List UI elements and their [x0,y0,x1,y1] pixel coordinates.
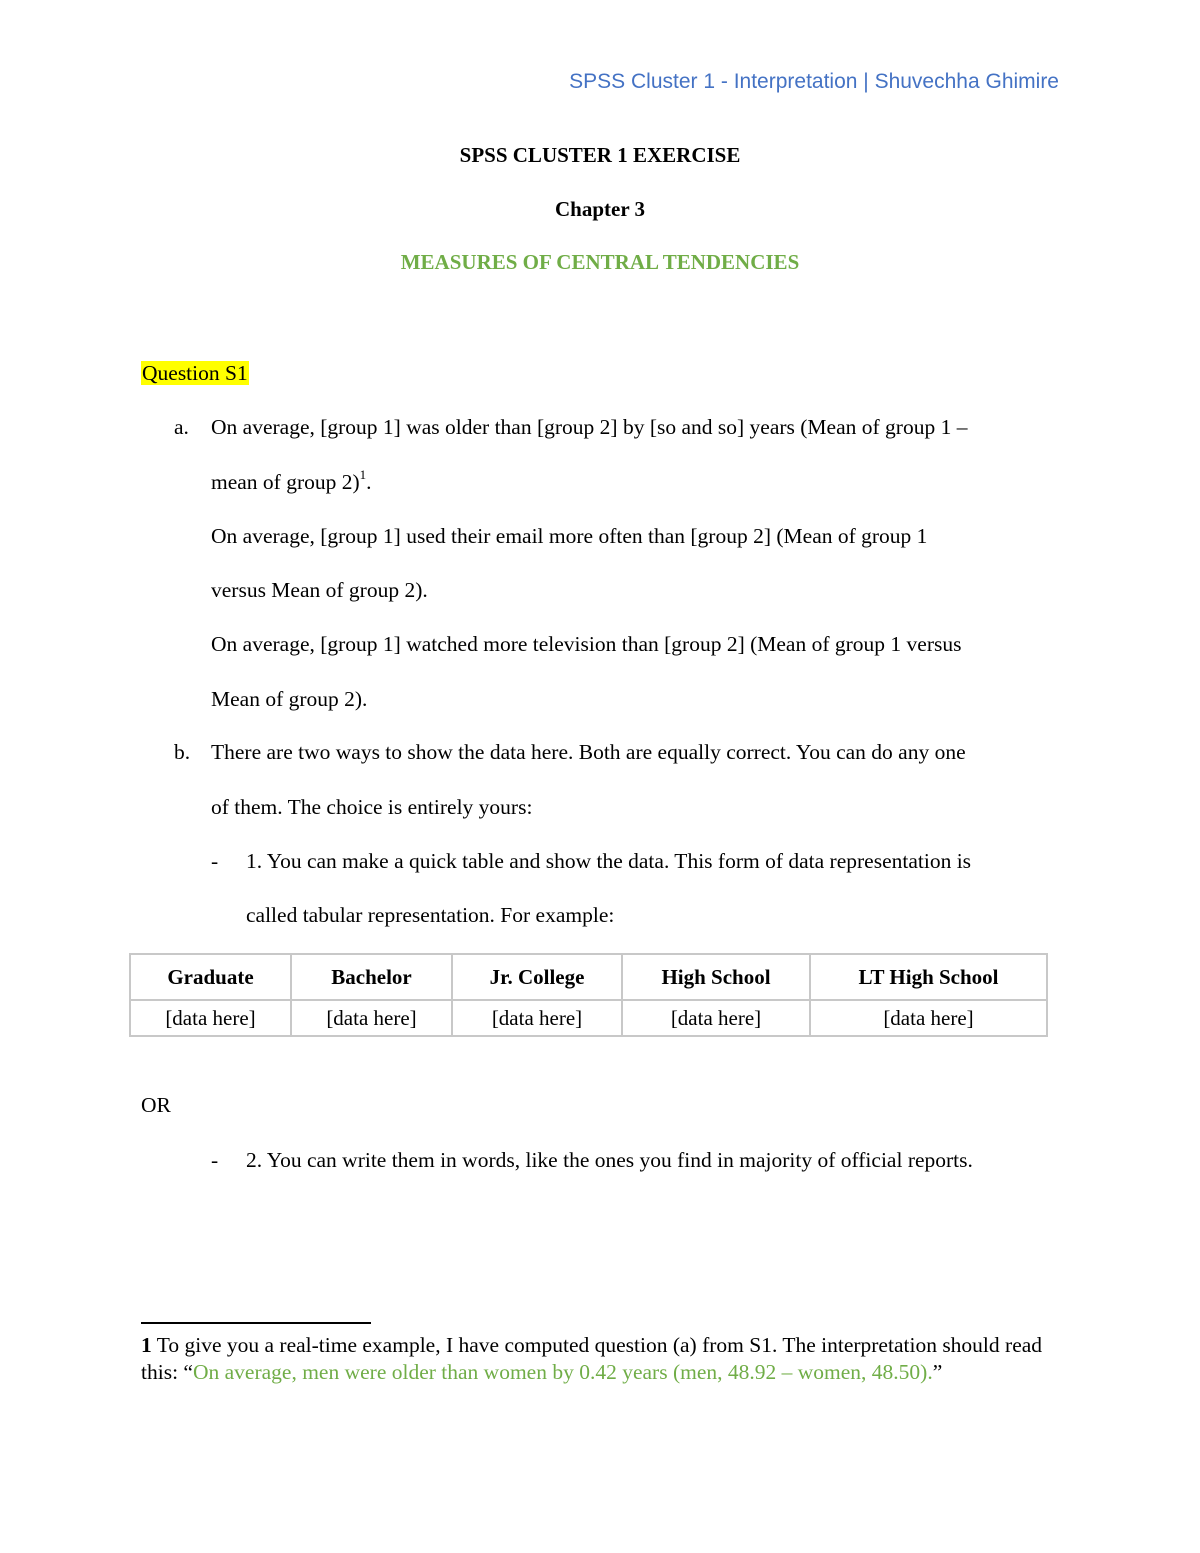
table-header-cell: LT High School [810,954,1047,1000]
table-cell: [data here] [291,1000,452,1036]
footnote-separator [141,1322,371,1324]
item-b-line: There are two ways to show the data here. Both are equally correct. You can do any one [211,740,966,764]
item-a-line-text: mean of group 2) [211,470,360,494]
section-subtitle: MEASURES OF CENTRAL TENDENCIES [400,250,800,274]
item-a-line [211,468,372,496]
question-label [141,359,249,387]
footnote [141,1332,1066,1386]
option-1-line: called tabular representation. For example: [246,903,615,927]
footnote-reference[interactable]: 1 [359,466,367,482]
table-header-cell: Jr. College [452,954,622,1000]
table-cell: [data here] [452,1000,622,1036]
table-header-cell: High School [622,954,810,1000]
item-a-line: On average, [group 1] watched more television than [group 2] (Mean of group 1 versus [211,632,962,656]
item-a-line: versus Mean of group 2). [211,578,428,602]
option-1-line: 1. You can make a quick table and show the data. This form of data representation is [246,849,972,873]
item-a-line-end: . [366,470,372,494]
document-title: SPSS CLUSTER 1 EXERCISE [459,143,741,167]
footnote-number: 1 [141,1333,152,1357]
footnote-end: ” [932,1360,943,1384]
item-a-line: On average, [group 1] used their email more often than [group 2] (Mean of group 1 [211,524,928,548]
item-b-marker: b. [174,740,191,764]
table-header-cell: Bachelor [291,954,452,1000]
education-table [129,953,1048,1037]
page-header: SPSS Cluster 1 - Interpretation | Shuvechha Ghimire [569,70,1059,93]
chapter-heading: Chapter 3 [554,197,646,221]
table-cell: [data here] [130,1000,291,1036]
footnote-quote: On average, men were older than women by 0.42 years (men, 48.92 – women, 48.50). [192,1360,933,1384]
table-header-cell: Graduate [130,954,291,1000]
item-a-line: Mean of group 2). [211,687,368,711]
item-a-marker: a. [174,415,189,439]
item-a-line: On average, [group 1] was older than [group 2] by [so and so] years (Mean of group 1 – [211,415,968,439]
dash-bullet: - [211,1148,219,1172]
table-row [130,1000,1047,1036]
table-header-row [130,954,1047,1000]
table-cell: [data here] [622,1000,810,1036]
or-separator: OR [141,1093,171,1117]
table-cell: [data here] [810,1000,1047,1036]
dash-bullet: - [211,849,219,873]
option-2-line: 2. You can write them in words, like the ones you find in majority of official reports. [246,1148,973,1172]
question-label-highlight: Question S1 [142,361,248,385]
footnote-text: To give you a real-time example, I have computed question (a) from S1. The interpretation should read this: “ [141,1333,1043,1384]
item-b-line: of them. The choice is entirely yours: [211,795,533,819]
